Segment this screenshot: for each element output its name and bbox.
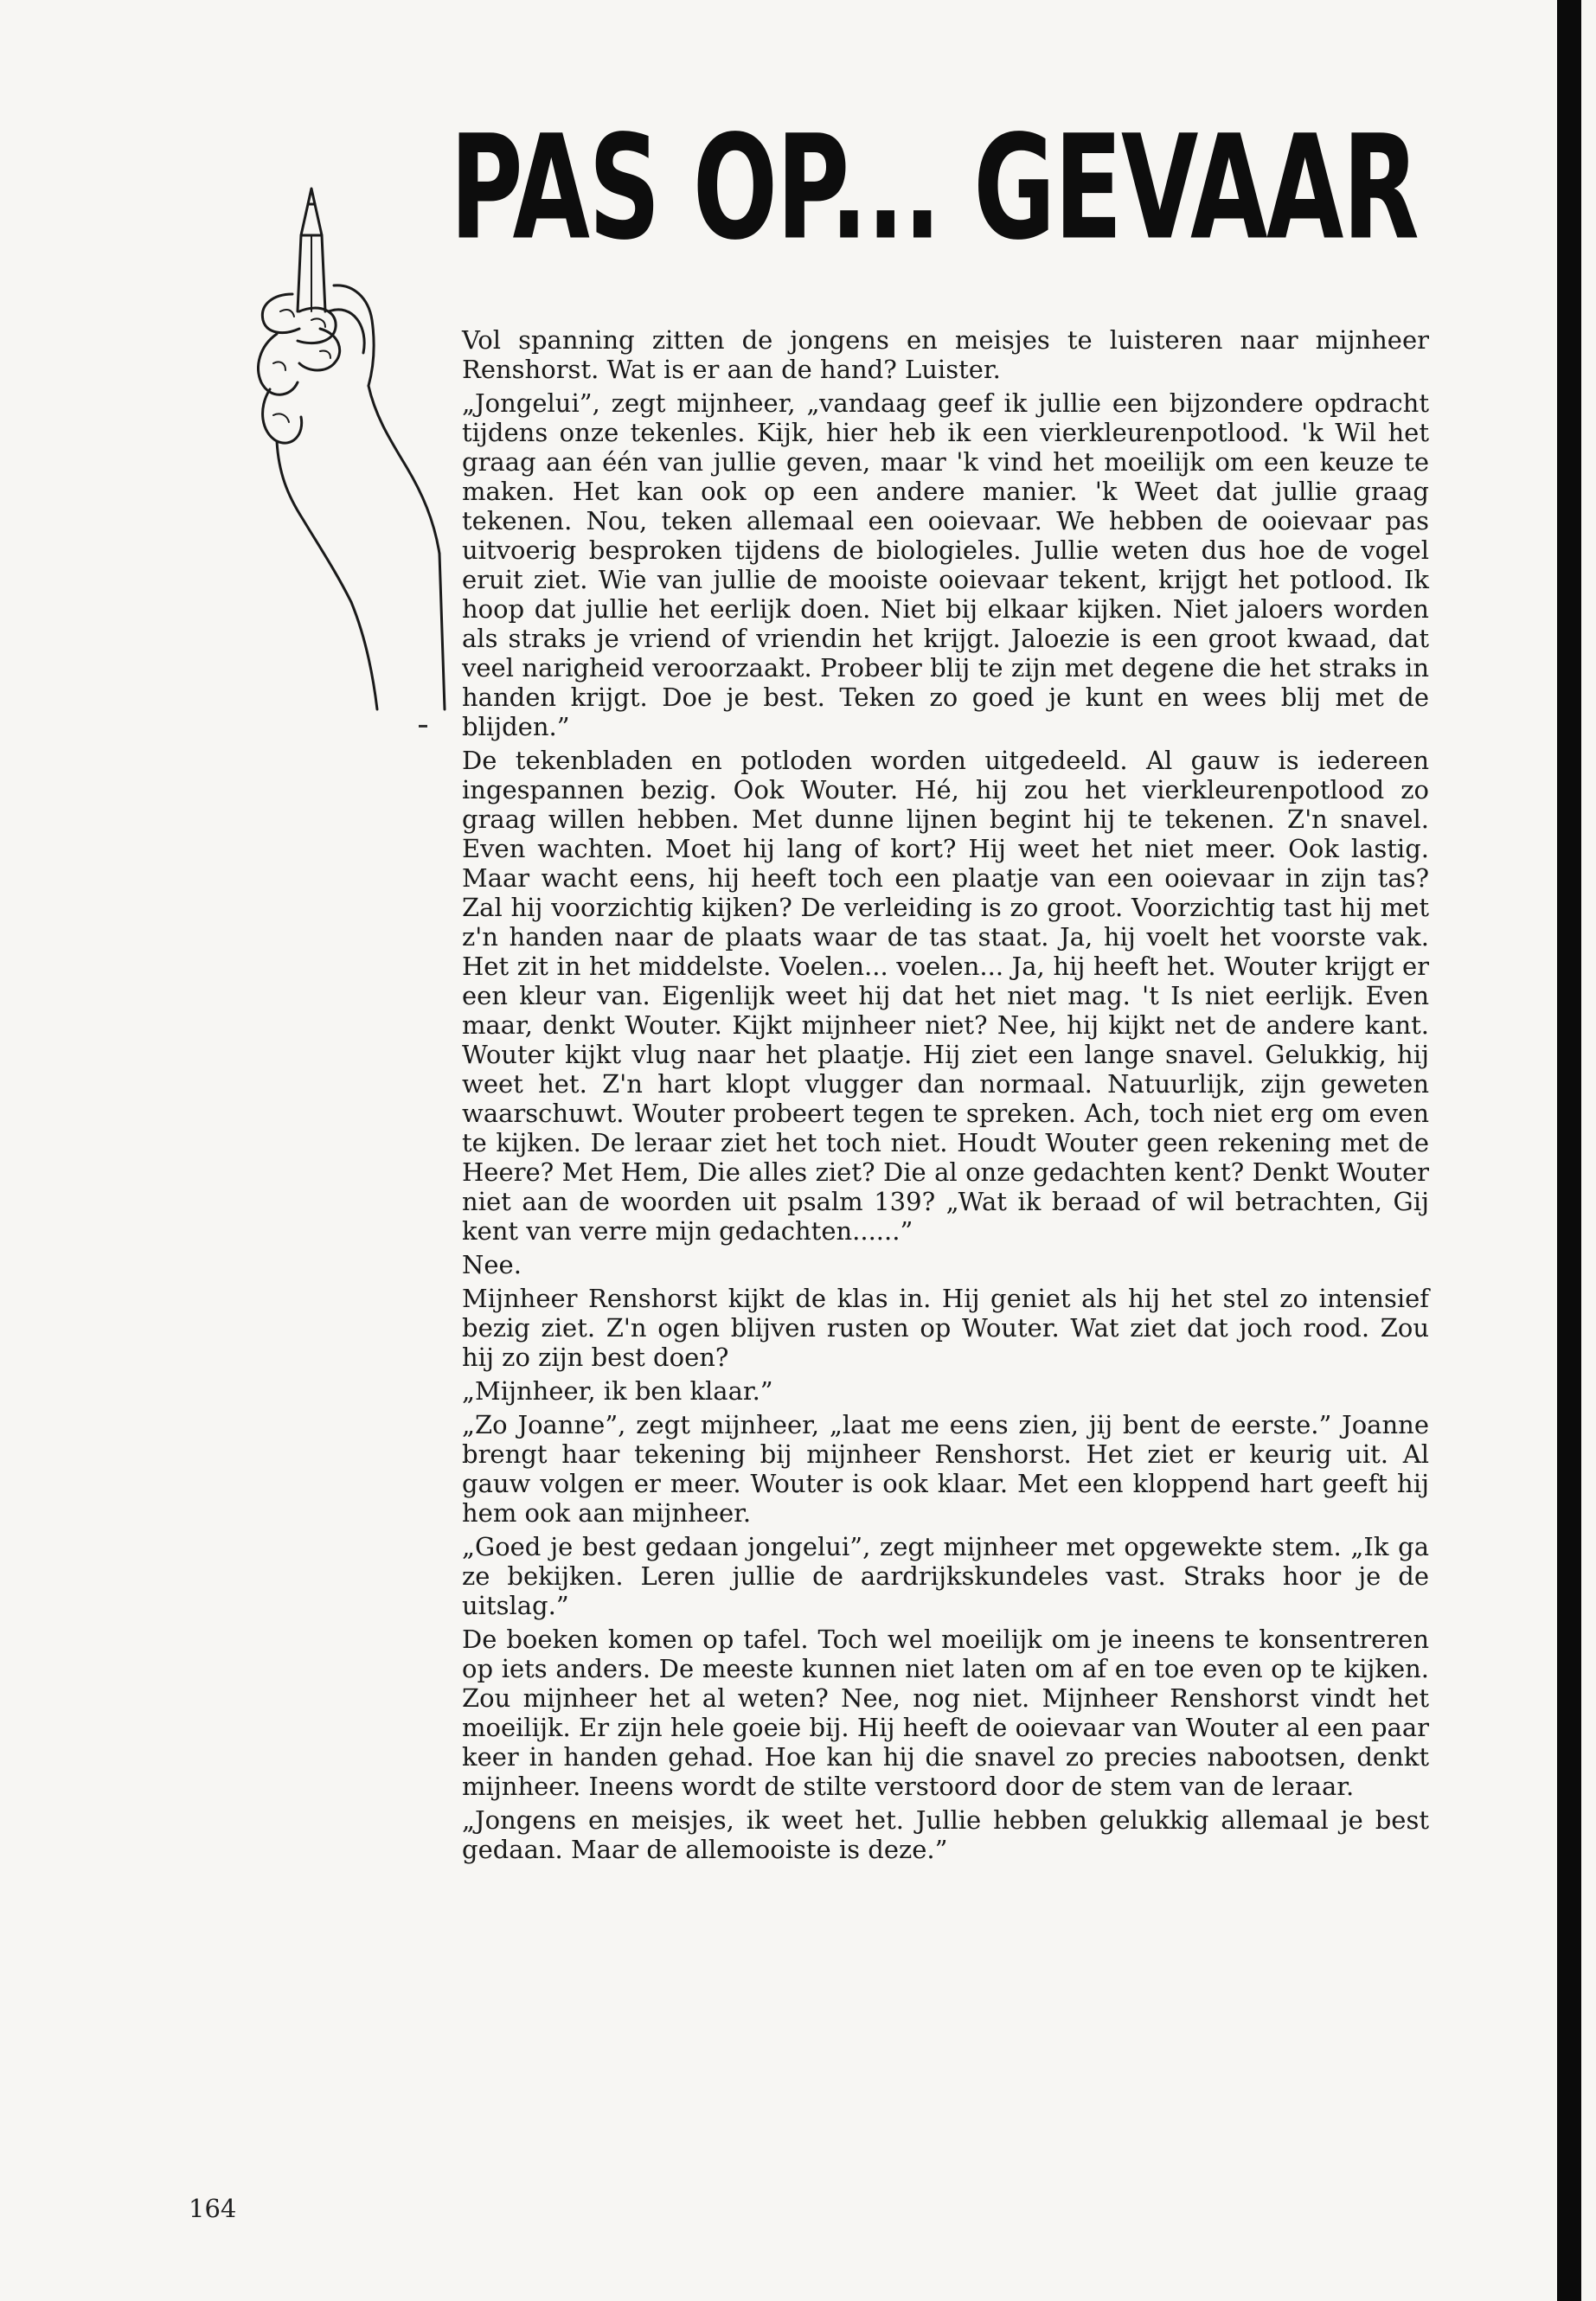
page-number: 164 (189, 2194, 237, 2223)
paragraph: Mijnheer Renshorst kijkt de klas in. Hij geniet als hij het stel zo intensief bezig ziet. Z'n ogen blijven rusten op Wouter. Wat ziet dat joch rood. Zou hij zo zijn best doen? (462, 1284, 1429, 1372)
paragraph: De boeken komen op tafel. Toch wel moeilijk om je ineens te konsentreren op iets anders. De meeste kunnen niet laten om af en toe even op te kijken. Zou mijnheer het al weten? Nee, nog niet. Mijnheer Renshorst vindt het moeilijk. Er zijn hele goeie bij. Hij heeft de ooievaar van Wouter al een paar keer in handen gehad. Hoe kan hij die snavel zo precies nabootsen, denkt mijnheer. Ineens wordt de stilte verstoord door de stem van de leraar. (462, 1625, 1429, 1801)
paragraph: Nee. (462, 1250, 522, 1279)
hand-with-pencil-illustration (190, 182, 450, 718)
page-title: PAS OP... GEVAAR (450, 105, 1419, 272)
paragraph: „Jongens en meisjes, ik weet het. Jullie hebben gelukkig allemaal je best gedaan. Maar de allemooiste is deze.” (462, 1805, 1429, 1864)
story-text (462, 325, 1429, 1868)
paragraph: De tekenbladen en potloden worden uitgedeeld. Al gauw is iedereen ingespannen bezig. Ook Wouter. Hé, hij zou het vierkleurenpotlood zo graag willen hebben. Met dunne lijnen begint hij te tekenen. Z'n snavel. Even wachten. Moet hij lang of kort? Hij weet het niet meer. Ook lastig. Maar wacht eens, hij heeft toch een plaatje van een ooievaar in zijn tas? Zal hij voorzichtig kijken? De verleiding is zo groot. Voorzichtig tast hij met z'n handen naar de plaats waar de tas staat. Ja, hij voelt het voorste vak. Het zit in het middelste. Voelen... voelen... Ja, hij heeft het. Wouter krijgt er een kleur van. Eigenlijk weet hij dat het niet mag. 't Is niet eerlijk. Even maar, denkt Wouter. Kijkt mijnheer niet? Nee, hij kijkt net de andere kant. Wouter kijkt vlug naar het plaatje. Hij ziet een lange snavel. Gelukkig, hij weet het. Z'n hart klopt vlugger dan normaal. Natuurlijk, zijn geweten waarschuwt. Wouter probeert tegen te spreken. Ach, toch niet erg om even te kijken. De leraar ziet het toch niet. Houdt Wouter geen rekening met de Heere? Met Hem, Die alles ziet? Die al onze gedachten kent? Denkt Wouter niet aan de woorden uit psalm 139? „Wat ik beraad of wil betrachten, Gij kent van verre mijn gedachten......” (462, 746, 1429, 1246)
scan-edge-bar (1557, 0, 1581, 2301)
margin-mark (419, 725, 427, 727)
paragraph: „Goed je best gedaan jongelui”, zegt mijnheer met opgewekte stem. „Ik ga ze bekijken. Leren jullie de aardrijkskundeles vast. Straks hoor je de uitslag.” (462, 1532, 1429, 1620)
paragraph: „Mijnheer, ik ben klaar.” (462, 1376, 773, 1406)
paragraph: „Zo Joanne”, zegt mijnheer, „laat me eens zien, jij bent de eerste.” Joanne brengt haar tekening bij mijnheer Renshorst. Het ziet er keurig uit. Al gauw volgen er meer. Wouter is ook klaar. Met een kloppend hart geeft hij hem ook aan mijnheer. (462, 1410, 1429, 1528)
paragraph: Vol spanning zitten de jongens en meisjes te luisteren naar mijnheer Renshorst. Wat is er aan de hand? Luister. (462, 325, 1429, 384)
paragraph: „Jongelui”, zegt mijnheer, „vandaag geef ik jullie een bijzondere opdracht tijdens onze tekenles. Kijk, hier heb ik een vierkleurenpotlood. 'k Wil het graag aan één van jullie geven, maar 'k vind het moeilijk om een keuze te maken. Het kan ook op een andere manier. 'k Weet dat jullie graag tekenen. Nou, teken allemaal een ooievaar. We hebben de ooievaar pas uitvoerig besproken tijdens de biologieles. Jullie weten dus hoe de vogel eruit ziet. Wie van jullie de mooiste ooievaar tekent, krijgt het potlood. Ik hoop dat jullie het eerlijk doen. Niet bij elkaar kijken. Niet jaloers worden als straks je vriend of vriendin het krijgt. Jaloezie is een groot kwaad, dat veel narigheid veroorzaakt. Probeer blij te zijn met degene die het straks in handen krijgt. Doe je best. Teken zo goed je kunt en wees blij met de blijden.” (462, 388, 1429, 741)
